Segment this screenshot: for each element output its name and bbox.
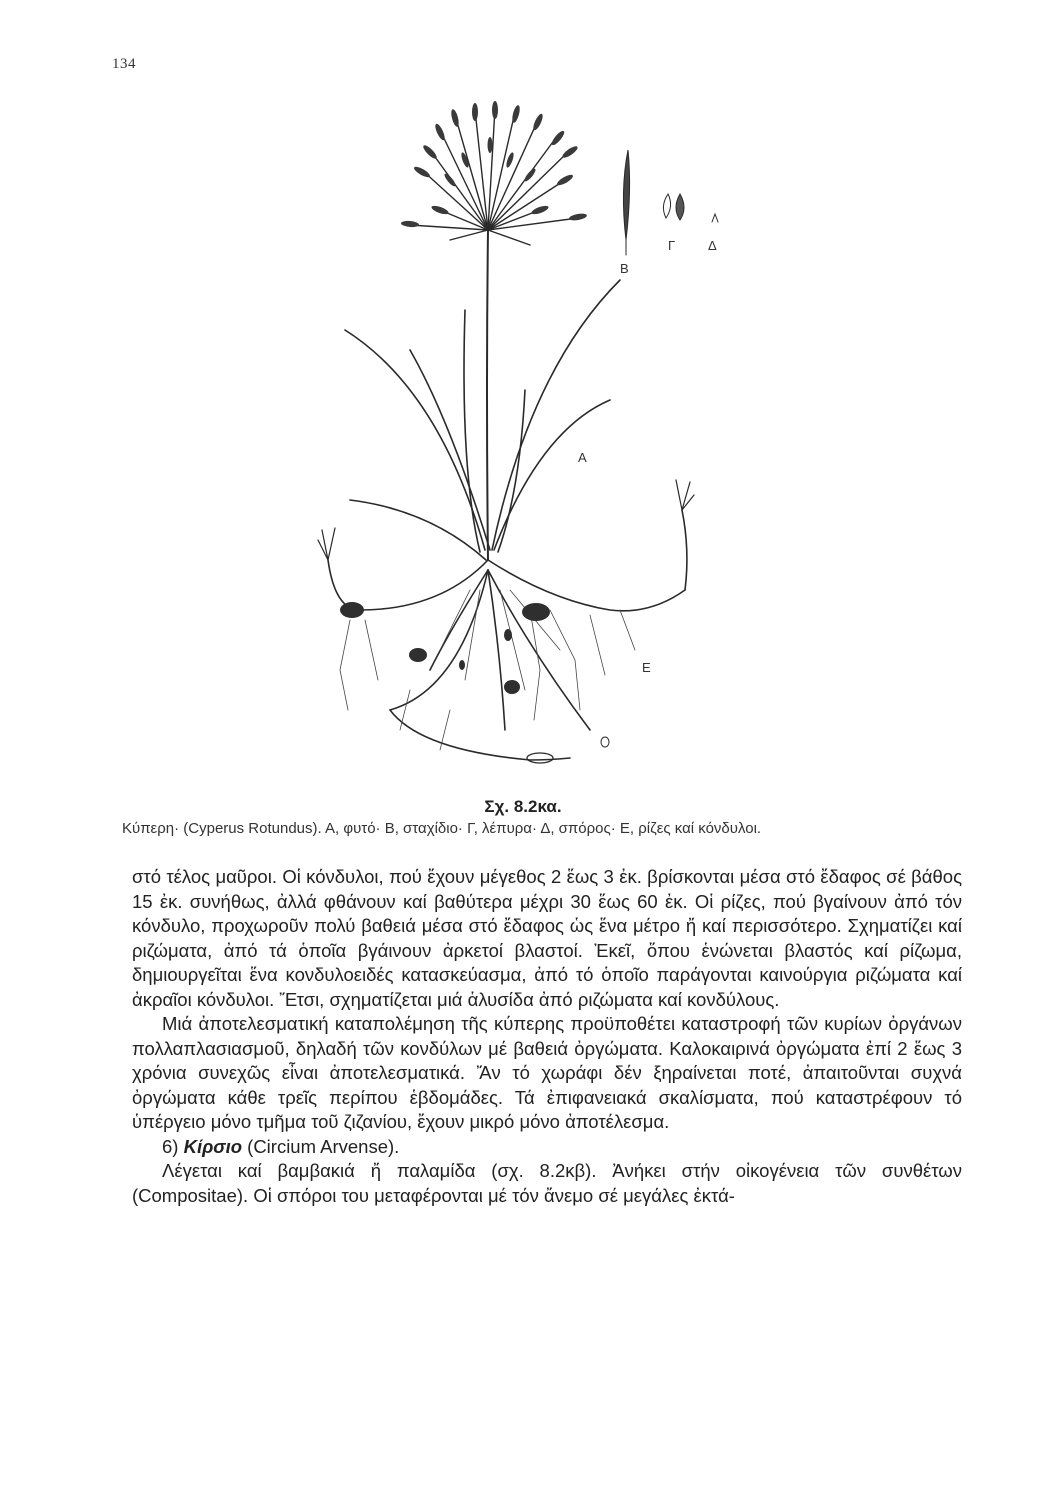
leaves: [345, 280, 620, 560]
figure-caption: Κύπερη· (Cyperus Rotundus). Α, φυτό· Β, σταχίδιο· Γ, λέπυρα· Δ, σπόρος· Ε, ρίζες καί κόνδυλοι.: [122, 820, 762, 837]
main-stem: [487, 230, 488, 560]
paragraph-2: Μιά ἀποτελεσματική καταπολέμηση τῆς κύπερης προϋποθέτει καταστροφή τῶν κυρίων ὀργάνων πολλαπλασιασμοῦ, δηλαδή τῶν κονδύλων μέ βαθειά ὀργώματα. Καλοκαιρινά ὀργώματα ἐπί 2 ἕως 3 χρόνια συνεχῶς εἶναι ἀποτελεσματικά. Ἄν τό χωράφι δέν ξηραίνεται ποτέ, ἀπαιτοῦνται συχνά ὀργώματα κάθε τρεῖς περίπου ἑβδομάδες. Τά ἐπιφανειακά σκαλίσματα, πού καταστρέφουν τό ὑπέργειο μόνο τμῆμα τοῦ ζιζανίου, ἔχουν μικρό μόνο ἀποτέλεσμα.: [132, 1013, 962, 1132]
page-number: 134: [112, 56, 136, 72]
label-g: Γ: [668, 238, 676, 253]
seed-detail: [712, 214, 718, 222]
plant-illustration: [290, 90, 770, 790]
label-b: Β: [620, 261, 629, 276]
section-term: Κίρσιο: [183, 1135, 243, 1157]
tubers: [340, 602, 550, 694]
body-text: [132, 865, 962, 1208]
label-e: Ε: [642, 660, 651, 675]
roots: [340, 590, 635, 750]
label-d: Δ: [708, 238, 717, 253]
inflorescence: [410, 108, 578, 245]
paragraph-1: στό τέλος μαῦροι. Οἱ κόνδυλοι, πού ἔχουν μέγεθος 2 ἕως 3 ἐκ. βρίσκονται μέσα στό ἔδαφος σέ βάθος 15 ἐκ. συνήθως, ἀλλά φθάνουν καί βαθύτερα μέχρι 30 ἕως 60 ἐκ. Οἱ ρίζες, πού βγαίνουν ἀπό τόν κόνδυλο, προχωροῦν πολύ βαθειά μέσα στό ἔδαφος ὡς ἕνα μέτρο ἤ καί περισσότερο. Σχηματίζει καί ριζώματα, ἀπό τά ὁποῖα βγάινουν ἀρκετοί βλαστοί. Ἐκεῖ, ὅπου ἑνώνεται βλαστός καί ρίζωμα, δημιουργεῖται ἕνα κονδυλοειδές κατασκεύασμα, ἀπό τό ὁποῖο παράγονται καινούργια ριζώματα καί ἀκραῖοι κόνδυλοι. Ἔτσι, σχηματίζεται μιά ἁλυσίδα ἀπό ριζώματα καί κονδύλους.: [132, 866, 962, 1010]
paragraph-3: Λέγεται καί βαμβακιά ἤ παλαμίδα (σχ. 8.2κβ). Ἀνήκει στήν οἰκογένεια τῶν συνθέτων (Compositae). Οἱ σπόροι του μεταφέρονται μέ τόν ἄνεμο σέ μεγάλες ἐκτά-: [132, 1160, 962, 1206]
figure-title: Σχ. 8.2κα.: [484, 797, 562, 816]
spikelet-detail: [623, 150, 629, 255]
section-latin: (Circium Arvense).: [247, 1135, 400, 1157]
husk-detail: [663, 194, 684, 220]
section-number: 6): [162, 1135, 179, 1157]
section-heading: [132, 1135, 962, 1160]
label-a: Α: [578, 450, 587, 465]
